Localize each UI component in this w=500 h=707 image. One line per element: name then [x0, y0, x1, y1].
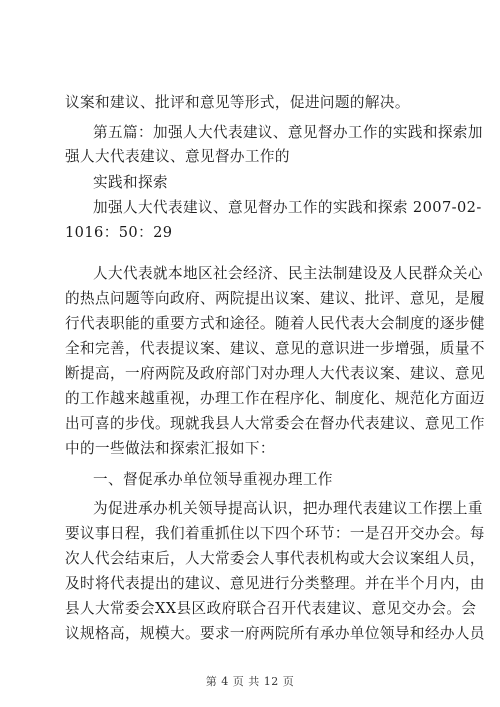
- section-heading-line: 第五篇：加强人大代表建议、意见督办工作的实践和探索加: [93, 124, 483, 141]
- text-line: 县人大常委会XX县区政府联合召开代表建议、意见交办会。会: [65, 600, 477, 617]
- text-line: 实践和探索: [93, 174, 168, 191]
- text-line: 加强人大代表建议、意见督办工作的实践和探索 2007-02-: [93, 199, 482, 216]
- text-line: 次人代会结束后，人大常委会人事代表机构或大会议案组人员，: [65, 550, 485, 567]
- text-line: 行代表职能的重要方式和途径。随着人民代表大会制度的逐步健: [65, 315, 485, 332]
- subheading-line: 一、督促承办单位领导重视办理工作: [93, 471, 333, 488]
- page-number-footer: 第 4 页 共 12 页: [205, 675, 295, 688]
- text-line: 人大代表就本地区社会经济、民主法制建设及人民群众关心: [93, 265, 483, 282]
- text-line: 全和完善，代表提议案、建议、意见的意识进一步增强，质量不: [65, 340, 485, 357]
- text-line: 的工作越来越重视，办理工作在程序化、制度化、规范化方面迈: [65, 390, 485, 407]
- section-heading-line: 强人大代表建议、意见督办工作的: [65, 148, 290, 165]
- text-line: 议案和建议、批评和意见等形式，促进问题的解决。: [65, 94, 410, 111]
- text-line: 议规格高，规模大。要求一府两院所有承办单位领导和经办人员: [65, 625, 485, 642]
- text-line: 及时将代表提出的建议、意见进行分类整理。并在半个月内，由: [65, 575, 485, 592]
- text-line: 1016：50：29: [65, 224, 173, 241]
- text-line: 为促进承办机关领导提高认识，把办理代表建议工作摆上重: [93, 500, 483, 517]
- text-line: 出可喜的步伐。现就我县人大常委会在督办代表建议、意见工作: [65, 415, 485, 432]
- text-line: 中的一些做法和探索汇报如下：: [65, 440, 275, 457]
- text-line: 的热点问题等向政府、两院提出议案、建议、批评、意见，是履: [65, 290, 485, 307]
- text-line: 要议事日程，我们着重抓住以下四个环节：一是召开交办会。每: [65, 525, 485, 542]
- text-line: 断提高，一府两院及政府部门对办理人大代表议案、建议、意见: [65, 365, 485, 382]
